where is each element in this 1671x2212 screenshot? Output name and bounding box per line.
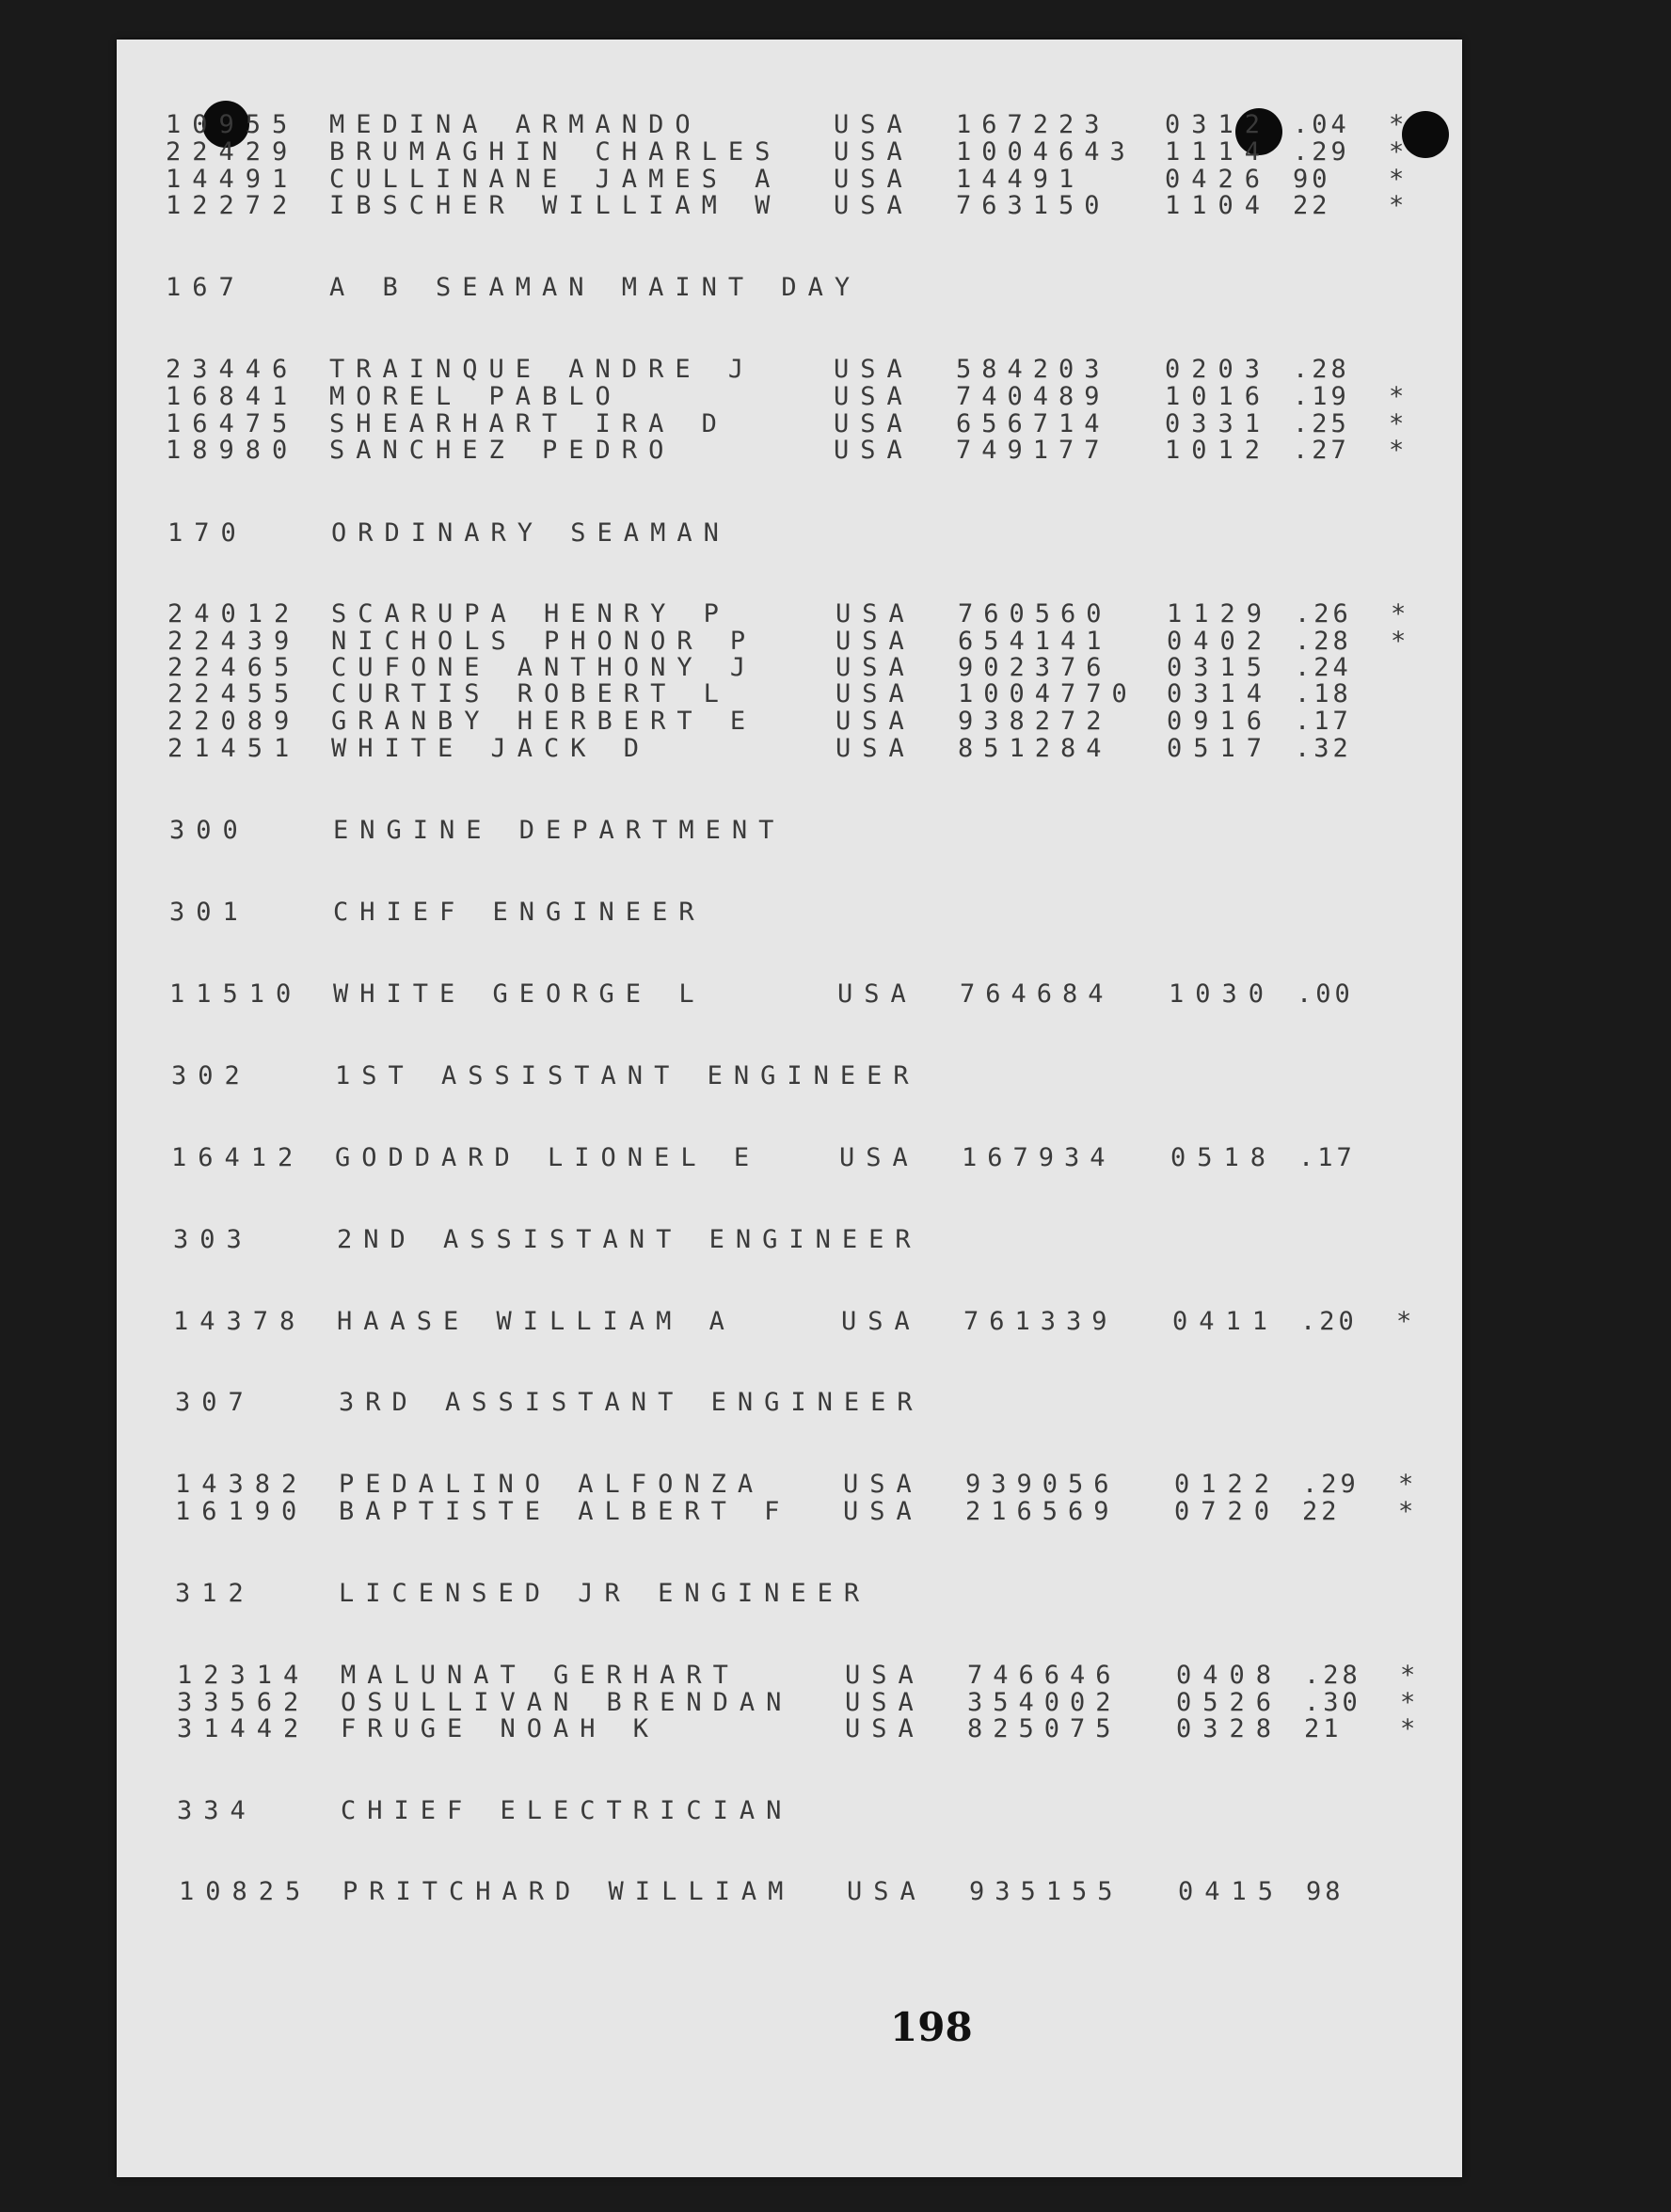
wage-value: 22 [1302, 1497, 1341, 1526]
citizenship: USA [834, 382, 914, 411]
document-number: 763150 [956, 191, 1110, 220]
document-number: 760560 [958, 599, 1112, 629]
book-number: 22439 [167, 627, 301, 656]
book-number: 21451 [167, 734, 301, 763]
crew-name: CURTIS ROBERT L [331, 679, 730, 708]
document-number: 851284 [958, 734, 1112, 763]
document-number: 1004770 [958, 679, 1138, 708]
book-number: 16841 [166, 382, 299, 411]
wage-value: 21 [1304, 1714, 1343, 1743]
date-code: 1030 [1169, 979, 1276, 1009]
section-title: 3RD ASSISTANT ENGINEER [339, 1388, 924, 1417]
crew-name: MEDINA ARMANDO [329, 110, 702, 139]
crew-name: PRITCHARD WILLIAM [342, 1877, 795, 1906]
book-number: 10955 [166, 110, 299, 139]
crew-name: OSULLIVAN BRENDAN [341, 1688, 793, 1717]
book-number: 16190 [175, 1497, 309, 1526]
date-code: 0314 [1167, 679, 1274, 708]
section-title: A B SEAMAN MAINT DAY [329, 273, 862, 302]
date-code: 0203 [1165, 355, 1272, 384]
date-code: 1016 [1165, 382, 1272, 411]
wage-value: .04 [1293, 110, 1350, 139]
wage-value: .29 [1293, 137, 1350, 167]
crew-name: PEDALINO ALFONZA [339, 1470, 765, 1499]
section-code: 302 [171, 1061, 251, 1090]
document-number: 654141 [958, 627, 1112, 656]
citizenship: USA [837, 979, 917, 1009]
date-code: 1104 [1165, 191, 1272, 220]
crew-name: BRUMAGHIN CHARLES [329, 137, 782, 167]
document-number: 938272 [958, 707, 1112, 736]
wage-value: .26 [1295, 599, 1352, 629]
asterisk-mark: * [1389, 191, 1416, 220]
asterisk-mark: * [1396, 1307, 1424, 1336]
wage-value: .29 [1302, 1470, 1360, 1499]
section-title: ORDINARY SEAMAN [331, 518, 730, 548]
book-number: 22429 [166, 137, 299, 167]
crew-name: GODDARD LIONEL E [335, 1143, 761, 1172]
date-code: 0315 [1167, 653, 1274, 682]
citizenship: USA [843, 1497, 923, 1526]
date-code: 0411 [1172, 1307, 1280, 1336]
date-code: 0518 [1170, 1143, 1278, 1172]
document-number: 167223 [956, 110, 1110, 139]
citizenship: USA [843, 1470, 923, 1499]
date-code: 0122 [1174, 1470, 1281, 1499]
asterisk-mark: * [1389, 137, 1416, 167]
crew-name: MOREL PABLO [329, 382, 622, 411]
date-code: 0526 [1176, 1688, 1283, 1717]
date-code: 0415 [1178, 1877, 1285, 1906]
book-number: 16475 [166, 409, 299, 438]
document-number: 167934 [962, 1143, 1116, 1172]
page-number: 198 [890, 2004, 973, 2050]
crew-name: WHITE GEORGE L [333, 979, 706, 1009]
asterisk-mark: * [1389, 165, 1416, 194]
date-code: 0331 [1165, 409, 1272, 438]
document-number: 584203 [956, 355, 1110, 384]
asterisk-mark: * [1400, 1714, 1427, 1743]
crew-name: CUFONE ANTHONY J [331, 653, 757, 682]
section-title: CHIEF ENGINEER [333, 898, 706, 927]
date-code: 0517 [1167, 734, 1274, 763]
citizenship: USA [836, 653, 915, 682]
asterisk-mark: * [1391, 599, 1418, 629]
asterisk-mark: * [1389, 382, 1416, 411]
book-number: 14378 [173, 1307, 307, 1336]
citizenship: USA [836, 599, 915, 629]
date-code: 0328 [1176, 1714, 1283, 1743]
wage-value: .24 [1295, 653, 1352, 682]
date-code: 0402 [1167, 627, 1274, 656]
section-code: 167 [166, 273, 246, 302]
citizenship: USA [836, 707, 915, 736]
book-number: 12314 [177, 1661, 310, 1690]
book-number: 22089 [167, 707, 301, 736]
book-number: 10825 [179, 1877, 312, 1906]
asterisk-mark: * [1389, 436, 1416, 465]
book-number: 12272 [166, 191, 299, 220]
crew-name: FRUGE NOAH K [341, 1714, 660, 1743]
wage-value: .17 [1298, 1143, 1356, 1172]
asterisk-mark: * [1389, 110, 1416, 139]
citizenship: USA [845, 1688, 925, 1717]
section-code: 301 [169, 898, 249, 927]
crew-name: NICHOLS PHONOR P [331, 627, 757, 656]
asterisk-mark: * [1391, 627, 1418, 656]
citizenship: USA [834, 110, 914, 139]
citizenship: USA [836, 734, 915, 763]
section-title: 2ND ASSISTANT ENGINEER [337, 1225, 922, 1254]
document-number: 656714 [956, 409, 1110, 438]
crew-name: BAPTISTE ALBERT F [339, 1497, 791, 1526]
document-number: 902376 [958, 653, 1112, 682]
book-number: 11510 [169, 979, 303, 1009]
section-code: 312 [175, 1579, 255, 1608]
wage-value: 98 [1306, 1877, 1345, 1906]
wage-value: .28 [1304, 1661, 1361, 1690]
book-number: 18980 [166, 436, 299, 465]
wage-value: .28 [1293, 355, 1350, 384]
crew-name: WHITE JACK D [331, 734, 651, 763]
citizenship: USA [834, 355, 914, 384]
document-number: 216569 [965, 1497, 1120, 1526]
date-code: 0916 [1167, 707, 1274, 736]
citizenship: USA [845, 1714, 925, 1743]
crew-name: TRAINQUE ANDRE J [329, 355, 756, 384]
document-number: 825075 [967, 1714, 1122, 1743]
date-code: 1114 [1165, 137, 1272, 167]
document-number: 1004643 [956, 137, 1136, 167]
wage-value: 90 [1293, 165, 1331, 194]
section-code: 300 [169, 816, 249, 845]
citizenship: USA [847, 1877, 927, 1906]
book-number: 31442 [177, 1714, 310, 1743]
wage-value: .19 [1293, 382, 1350, 411]
asterisk-mark: * [1400, 1661, 1427, 1690]
asterisk-mark: * [1389, 409, 1416, 438]
document-number: 935155 [969, 1877, 1123, 1906]
book-number: 23446 [166, 355, 299, 384]
section-title: CHIEF ELECTRICIAN [341, 1796, 793, 1825]
asterisk-mark: * [1398, 1470, 1425, 1499]
wage-value: .28 [1295, 627, 1352, 656]
document-number: 354002 [967, 1688, 1122, 1717]
book-number: 14491 [166, 165, 299, 194]
date-code: 0720 [1174, 1497, 1281, 1526]
book-number: 33562 [177, 1688, 310, 1717]
citizenship: USA [834, 191, 914, 220]
crew-name: IBSCHER WILLIAM W [329, 191, 782, 220]
wage-value: 22 [1293, 191, 1331, 220]
date-code: 0426 [1165, 165, 1272, 194]
wage-value: .20 [1300, 1307, 1358, 1336]
wage-value: .30 [1304, 1688, 1361, 1717]
crew-name: SHEARHART IRA D [329, 409, 728, 438]
section-title: 1ST ASSISTANT ENGINEER [335, 1061, 920, 1090]
section-code: 334 [177, 1796, 257, 1825]
citizenship: USA [834, 137, 914, 167]
crew-name: GRANBY HERBERT E [331, 707, 757, 736]
book-number: 24012 [167, 599, 301, 629]
wage-value: .32 [1295, 734, 1352, 763]
crew-name: CULLINANE JAMES A [329, 165, 782, 194]
document-number: 740489 [956, 382, 1110, 411]
wage-value: .00 [1297, 979, 1354, 1009]
asterisk-mark: * [1400, 1688, 1427, 1717]
citizenship: USA [836, 679, 915, 708]
section-code: 303 [173, 1225, 253, 1254]
citizenship: USA [834, 165, 914, 194]
crew-name: SCARUPA HENRY P [331, 599, 730, 629]
document-number: 746646 [967, 1661, 1122, 1690]
crew-name: MALUNAT GERHART [341, 1661, 740, 1690]
date-code: 1129 [1167, 599, 1274, 629]
book-number: 16412 [171, 1143, 305, 1172]
book-number: 14382 [175, 1470, 309, 1499]
document-number: 749177 [956, 436, 1110, 465]
citizenship: USA [836, 627, 915, 656]
crew-name: SANCHEZ PEDRO [329, 436, 676, 465]
document-number: 761339 [963, 1307, 1118, 1336]
citizenship: USA [839, 1143, 919, 1172]
document-number: 14491 [956, 165, 1085, 194]
book-number: 22465 [167, 653, 301, 682]
section-title: ENGINE DEPARTMENT [333, 816, 786, 845]
document-number: 764684 [960, 979, 1114, 1009]
citizenship: USA [834, 436, 914, 465]
document-number: 939056 [965, 1470, 1120, 1499]
citizenship: USA [841, 1307, 921, 1336]
date-code: 0312 [1165, 110, 1272, 139]
wage-value: .17 [1295, 707, 1352, 736]
date-code: 0408 [1176, 1661, 1283, 1690]
citizenship: USA [834, 409, 914, 438]
date-code: 1012 [1165, 436, 1272, 465]
citizenship: USA [845, 1661, 925, 1690]
asterisk-mark: * [1398, 1497, 1425, 1526]
crew-name: HAASE WILLIAM A [337, 1307, 736, 1336]
section-code: 307 [175, 1388, 255, 1417]
book-number: 22455 [167, 679, 301, 708]
wage-value: .25 [1293, 409, 1350, 438]
section-code: 170 [167, 518, 247, 548]
wage-value: .27 [1293, 436, 1350, 465]
section-title: LICENSED JR ENGINEER [339, 1579, 871, 1608]
document-page [117, 40, 1462, 2177]
wage-value: .18 [1295, 679, 1352, 708]
